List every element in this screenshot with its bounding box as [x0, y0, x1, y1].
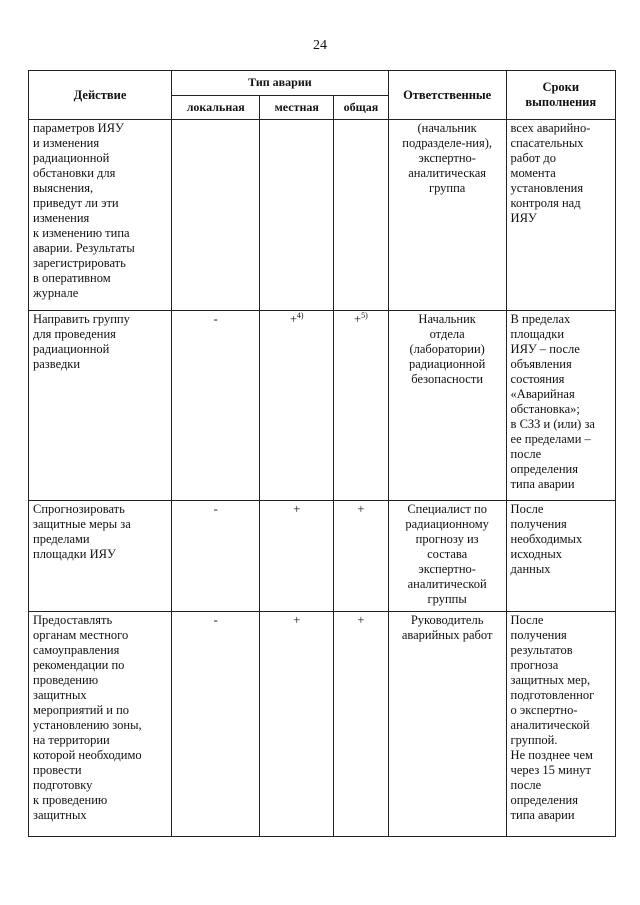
cell-deadline-line: подготовленног [510, 688, 595, 702]
cell-deadline-line: после [510, 778, 542, 792]
cell-action [29, 311, 172, 501]
cell-action-line: аварии. Результаты [33, 241, 135, 255]
cell-deadline-line: работ до [510, 151, 556, 165]
cell-general [334, 120, 389, 311]
cell-action-line: в оперативном [33, 271, 111, 285]
header-regional: местная [260, 95, 334, 120]
cell-deadline-line: защитных мер, [510, 673, 591, 687]
cell-responsible-line: экспертно- [418, 151, 476, 165]
cell-deadline-line: контроля над [510, 196, 581, 210]
cell-responsible-line: аналитическая [408, 166, 487, 180]
cell-local [172, 501, 260, 612]
cell-action-line: Предоставлять [33, 613, 113, 627]
cell-deadline [506, 311, 615, 501]
emergency-actions-table [28, 70, 616, 837]
cell-deadline [506, 501, 615, 612]
cell-action-line: обстановки для [33, 166, 116, 180]
cell-deadline-line: обстановка»; [510, 402, 580, 416]
cell-deadline-line: о экспертно- [510, 703, 578, 717]
table-row [29, 501, 616, 612]
cell-deadline-line: после [510, 447, 542, 461]
cell-action-line: защитных [33, 688, 87, 702]
cell-responsible-line: состава [427, 547, 468, 561]
cell-deadline-line: прогноза [510, 658, 559, 672]
cell-action-line: провести [33, 763, 82, 777]
cell-responsible-line: группы [427, 592, 467, 606]
cell-responsible [388, 612, 506, 837]
cell-action-line: рекомендации по [33, 658, 125, 672]
cell-deadline-line: результатов [510, 643, 573, 657]
cell-action-line: защитные меры за [33, 517, 131, 531]
cell-local-value: - [213, 502, 218, 516]
cell-deadline-line: установления [510, 181, 584, 195]
cell-action-line: параметров ИЯУ [33, 121, 124, 135]
cell-deadline-line: момента [510, 166, 556, 180]
cell-action [29, 501, 172, 612]
cell-action-line: проведению [33, 673, 99, 687]
cell-action-line: пределами [33, 532, 90, 546]
cell-deadline-line: исходных [510, 547, 562, 561]
cell-action-line: защитных [33, 808, 87, 822]
cell-deadline-line: спасательных [510, 136, 584, 150]
cell-responsible-line: (лаборатории) [409, 342, 485, 356]
cell-deadline-line: После [510, 613, 544, 627]
cell-deadline-line: получения [510, 628, 567, 642]
page-number: 24 [313, 38, 327, 53]
cell-action-line: приведут ли эти [33, 196, 119, 210]
cell-deadline-line: состояния [510, 372, 565, 386]
cell-action-line: самоуправления [33, 643, 120, 657]
cell-deadline-line: получения [510, 517, 567, 531]
cell-local [172, 612, 260, 837]
cell-responsible-line: аналитической [407, 577, 487, 591]
cell-responsible-line: аварийных работ [401, 628, 493, 642]
cell-action-line: изменения [33, 211, 90, 225]
cell-deadline-line: определения [510, 793, 578, 807]
cell-deadline-line: объявления [510, 357, 572, 371]
cell-deadline-line: определения [510, 462, 578, 476]
cell-deadline-line: в СЗЗ и (или) за [510, 417, 595, 431]
cell-action-line: подготовку [33, 778, 93, 792]
cell-general-footnote: 5) [361, 310, 368, 320]
cell-deadline-line: «Аварийная [510, 387, 575, 401]
cell-deadline-line: ИЯУ – после [510, 342, 580, 356]
cell-general-value: + [354, 312, 362, 326]
cell-responsible [388, 311, 506, 501]
cell-regional [260, 311, 334, 501]
table-row [29, 120, 616, 311]
cell-responsible-line: (начальник [417, 121, 477, 135]
cell-regional-footnote: 4) [296, 310, 304, 320]
cell-action-line: установлению зоны, [33, 718, 142, 732]
cell-local-value: - [213, 613, 218, 627]
cell-action-line: которой необходимо [33, 748, 142, 762]
cell-regional-value: + [293, 502, 301, 516]
cell-responsible [388, 501, 506, 612]
cell-local-value: - [213, 312, 218, 326]
cell-deadline-line: группой. [510, 733, 558, 747]
cell-action-line: разведки [33, 357, 81, 371]
cell-action-line: органам местного [33, 628, 129, 642]
cell-deadline-line: площадки [510, 327, 565, 341]
cell-responsible-line: радиационному [405, 517, 489, 531]
cell-action [29, 120, 172, 311]
cell-deadline-line: типа аварии [510, 477, 575, 491]
header-deadline: Сроки выполнения [506, 71, 615, 120]
cell-action-line: для проведения [33, 327, 116, 341]
cell-deadline [506, 120, 615, 311]
table-row [29, 311, 616, 501]
cell-action-line: к проведению [33, 793, 108, 807]
cell-deadline-line: необходимых [510, 532, 583, 546]
cell-general [334, 612, 389, 837]
cell-regional-value: + [289, 312, 297, 326]
cell-action-line: радиационной [33, 342, 110, 356]
cell-general-value: + [357, 613, 365, 627]
cell-action [29, 612, 172, 837]
cell-local [172, 311, 260, 501]
cell-responsible-line: безопасности [411, 372, 484, 386]
cell-deadline-line: через 15 минут [510, 763, 592, 777]
cell-regional [260, 612, 334, 837]
cell-general-value: + [357, 502, 365, 516]
cell-deadline-line: Не позднее чем [510, 748, 593, 762]
header-accident-type: Тип аварии [172, 71, 389, 96]
cell-regional [260, 120, 334, 311]
cell-deadline-line: ее пределами – [510, 432, 591, 446]
cell-responsible-line: экспертно- [418, 562, 476, 576]
cell-action-line: и изменения [33, 136, 100, 150]
cell-action-line: Направить группу [33, 312, 130, 326]
cell-action-line: выяснения, [33, 181, 94, 195]
cell-deadline-line: данных [510, 562, 551, 576]
cell-deadline-line: После [510, 502, 544, 516]
cell-regional-value: + [293, 613, 301, 627]
cell-responsible-line: Специалист по [407, 502, 487, 516]
cell-deadline-line: всех аварийно- [510, 121, 591, 135]
cell-action-line: площадки ИЯУ [33, 547, 116, 561]
cell-deadline-line: типа аварии [510, 808, 575, 822]
cell-deadline-line: В пределах [510, 312, 571, 326]
cell-general [334, 501, 389, 612]
header-action: Действие [29, 71, 172, 120]
cell-responsible [388, 120, 506, 311]
cell-regional [260, 501, 334, 612]
cell-responsible-line: группа [428, 181, 466, 195]
cell-deadline-line: ИЯУ [510, 211, 537, 225]
cell-local [172, 120, 260, 311]
header-responsible: Ответственные [388, 71, 506, 120]
cell-action-line: Спрогнозировать [33, 502, 125, 516]
cell-responsible-line: радиационной [408, 357, 486, 371]
cell-responsible-line: Руководитель [410, 613, 484, 627]
header-local: локальная [172, 95, 260, 120]
cell-action-line: радиационной [33, 151, 110, 165]
table-row [29, 612, 616, 837]
cell-deadline-line: аналитической [510, 718, 590, 732]
cell-action-line: зарегистрировать [33, 256, 126, 270]
cell-responsible-line: отдела [429, 327, 465, 341]
cell-general [334, 311, 389, 501]
cell-responsible-line: прогнозу из [415, 532, 479, 546]
cell-responsible-line: подразделе-ния), [402, 136, 492, 150]
cell-responsible-line: Начальник [418, 312, 476, 326]
cell-deadline [506, 612, 615, 837]
cell-action-line: на территории [33, 733, 110, 747]
cell-action-line: к изменению типа [33, 226, 130, 240]
cell-action-line: журнале [33, 286, 79, 300]
cell-action-line: мероприятий и по [33, 703, 130, 717]
header-general: общая [334, 95, 389, 120]
